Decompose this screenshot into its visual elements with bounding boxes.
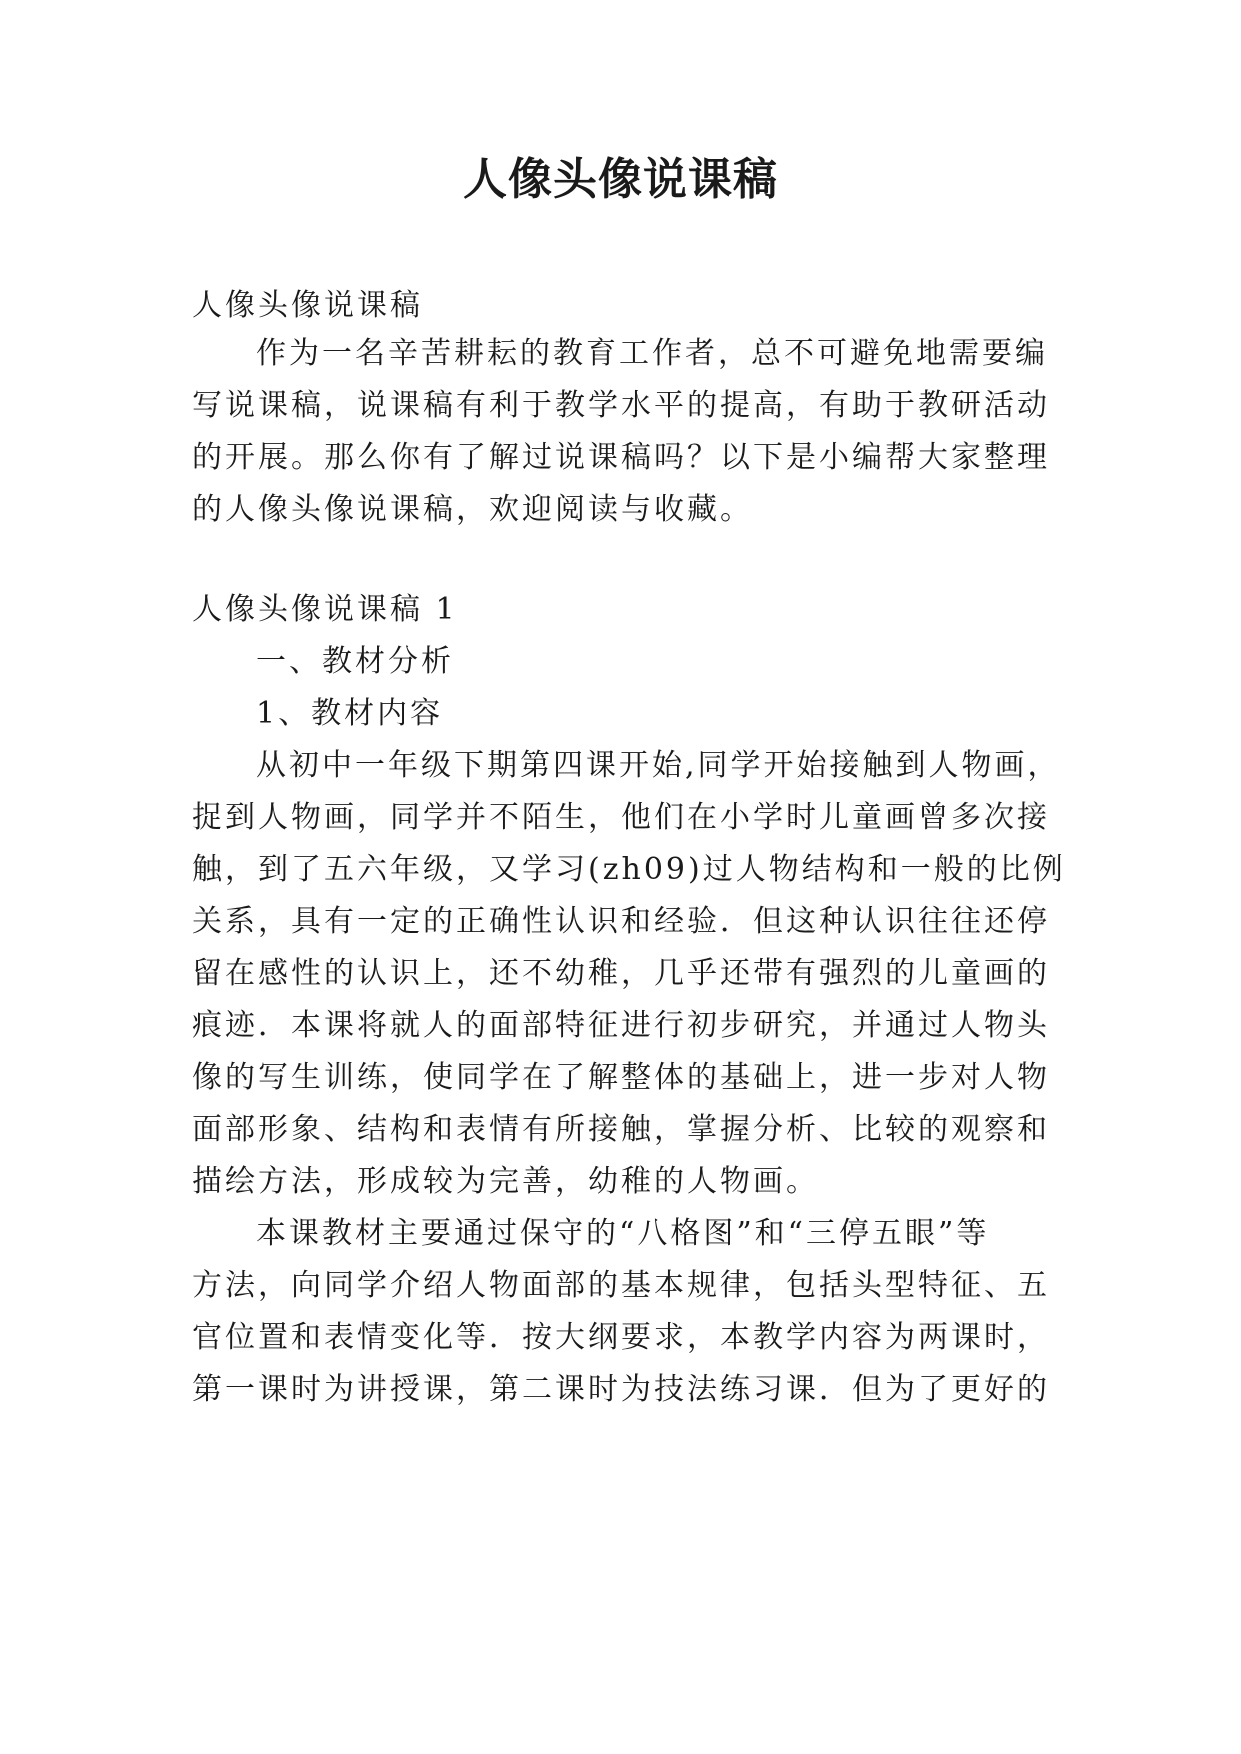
body-line-intro-1: 作为一名辛苦耕耘的教育工作者，总不可避免地需要编	[256, 336, 1048, 371]
body-line-subtitle: 人像头像说课稿	[192, 288, 423, 323]
body-line: 方法，向同学介绍人物面部的基本规律，包括头型特征、五	[192, 1268, 1050, 1303]
body-line: 像的写生训练，使同学在了解整体的基础上，进一步对人物	[192, 1060, 1050, 1095]
body-line: 第一课时为讲授课，第二课时为技法练习课．但为了更好的	[192, 1372, 1050, 1407]
body-line: 描绘方法，形成较为完善，幼稚的人物画。	[192, 1164, 819, 1199]
body-line: 触，到了五六年级，又学习(zh09)过人物结构和一般的比例	[192, 852, 1066, 887]
body-line: 本课教材主要通过保守的“八格图”和“三停五眼”等	[256, 1216, 990, 1251]
body-line: 捉到人物画，同学并不陌生，他们在小学时儿童画曾多次接	[192, 800, 1050, 835]
document-title: 人像头像说课稿	[463, 154, 778, 205]
body-line-intro-4: 的人像头像说课稿，欢迎阅读与收藏。	[192, 492, 753, 527]
body-line: 痕迹．本课将就人的面部特征进行初步研究，并通过人物头	[192, 1008, 1050, 1043]
body-line: 从初中一年级下期第四课开始,同学开始接触到人物画，	[256, 748, 1061, 783]
section-heading: 人像头像说课稿 1	[192, 592, 458, 627]
subsection-heading: 一、教材分析	[256, 644, 454, 679]
body-line-intro-2: 写说课稿，说课稿有利于教学水平的提高，有助于教研活动	[192, 388, 1050, 423]
body-line: 官位置和表情变化等．按大纲要求，本教学内容为两课时，	[192, 1320, 1050, 1355]
body-line: 面部形象、结构和表情有所接触，掌握分析、比较的观察和	[192, 1112, 1050, 1147]
body-line-intro-3: 的开展。那么你有了解过说课稿吗？以下是小编帮大家整理	[192, 440, 1050, 475]
body-line: 留在感性的认识上，还不幼稚，几乎还带有强烈的儿童画的	[192, 956, 1050, 991]
body-line: 关系，具有一定的正确性认识和经验．但这种认识往往还停	[192, 904, 1050, 939]
subsection-heading-2: 1、教材内容	[256, 696, 444, 731]
